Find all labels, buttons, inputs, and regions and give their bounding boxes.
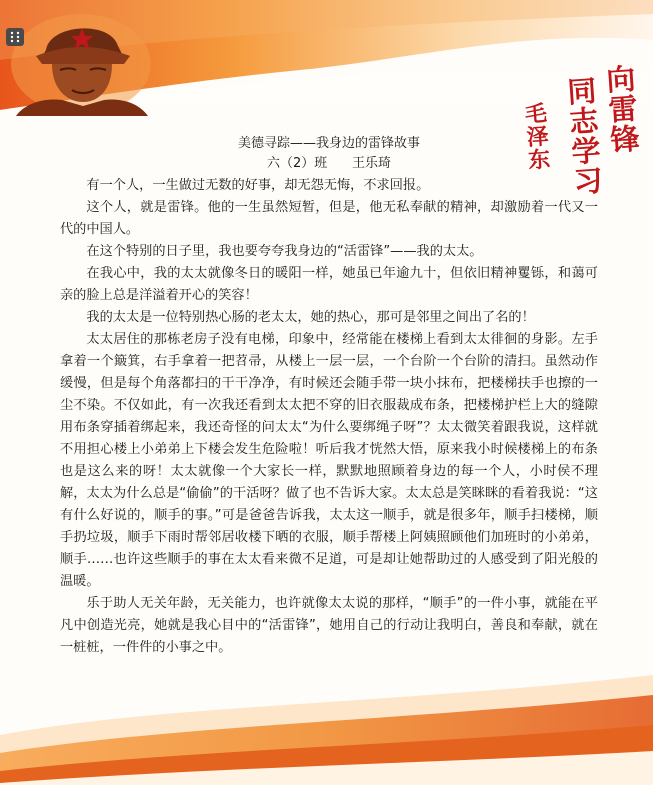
- drag-handle-icon[interactable]: [6, 28, 24, 46]
- document-body: [60, 134, 598, 659]
- paragraph: 在我心中，我的太太就像冬日的暖阳一样，她虽已年逾九十，但依旧精神矍铄，和蔼可亲的脸上总是洋溢着开心的笑容！: [60, 266, 598, 303]
- calligraphy-line-1: 向雷锋: [601, 62, 642, 156]
- paragraph: 有一个人，一生做过无数的好事，却无怨无悔，不求回报。: [86, 178, 430, 193]
- class-label: 六（2）班: [266, 156, 328, 171]
- paragraph: 乐于助人无关年龄，无关能力，也许就像太太说的那样，“顺手”的一件小事，就能在平凡中创造光亮，她就是我心目中的“活雷锋”，她用自己的行动让我明白，善良和奉献，就在一桩桩，一件件的小事之中。: [60, 596, 598, 655]
- author-name: 王乐琦: [352, 156, 392, 171]
- paragraph: 我的太太是一位特别热心肠的老太太，她的热心，那可是邻里之间出了名的！: [86, 310, 535, 325]
- byline: [60, 154, 598, 174]
- document-title: 美德寻踪——我身边的雷锋故事: [237, 136, 420, 151]
- calligraphy-line-2: 同志学习: [562, 74, 605, 198]
- lei-feng-portrait: [6, 6, 156, 116]
- bottom-decorative-band: [0, 675, 653, 785]
- paragraph: 太太居住的那栋老房子没有电梯，印象中，经常能在楼梯上看到太太徘徊的身影。左手拿着一个簸箕，右手拿着一把苕帚，从楼上一层一层，一个台阶一个台阶的清扫。虽然动作缓慢，但是每个角落都扫的干干净净，有时候还会随手带一块小抹布，把楼梯扶手也擦的一尘不染。不仅如此，有一次我还看到太太把不穿的旧衣服裁成布条，把楼梯护栏上大的缝隙用布条穿插着绑起来，我还奇怪的问太太“为什么要绑绳子呀”？太太微笑着跟我说，这样就不用担心楼上小弟弟上下楼会发生危险啦！听后我才恍然大悟，原来我小时候楼梯上的布条也是这么来的呀！太太就像一个大家长一样，默默地照顾着身边的每一个人，小时侯不理解，太太为什么总是“偷偷”的干活呀？做了也不告诉大家。太太总是笑眯眯的看着我说：“这有什么好说的，顺手的事。”可是爸爸告诉我，太太这一顺手，就是很多年，顺手扫楼梯，顺手扔垃圾，顺手下雨时帮邻居收楼下晒的衣服，顺手帮楼上阿姨照顾他们加班时的小弟弟，顺手……也许这些顺手的事在太太看来微不足道，可是却让她帮助过的人感受到了阳光般的温暖。: [60, 332, 598, 589]
- paragraph: 这个人，就是雷锋。他的一生虽然短暂，但是，他无私奉献的精神，却激励着一代又一代的中国人。: [60, 200, 598, 237]
- paragraph: 在这个特别的日子里，我也要夸夸我身边的“活雷锋”——我的太太。: [86, 244, 483, 259]
- calligraphy-signature: 毛泽东: [520, 101, 552, 172]
